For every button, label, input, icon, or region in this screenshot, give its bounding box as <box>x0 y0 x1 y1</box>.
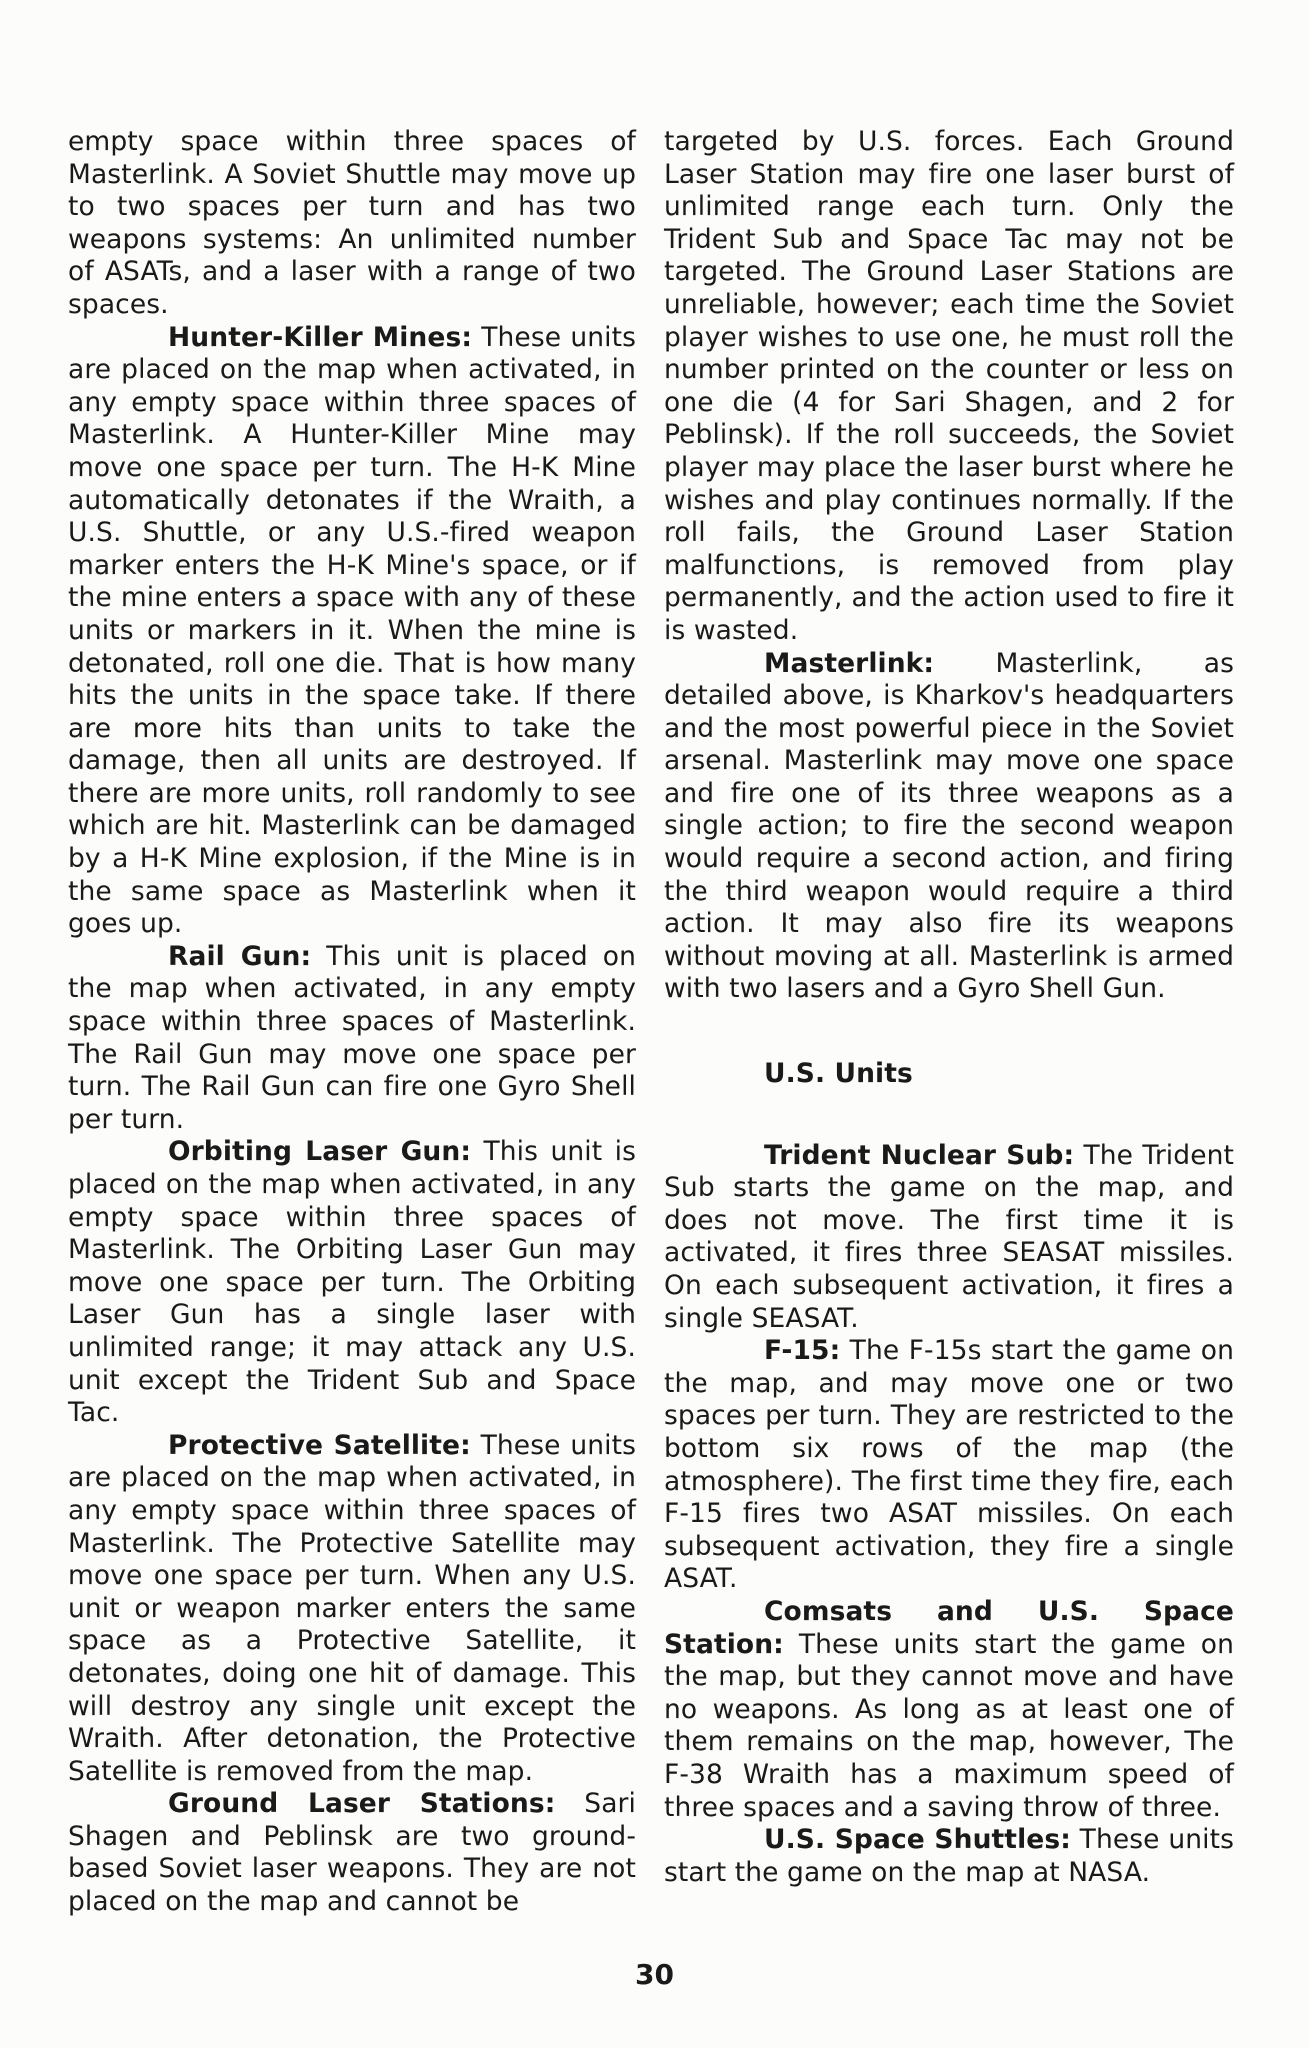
term-f-15: F-15: <box>764 1335 841 1367</box>
term-ground-laser-stations: Ground Laser Stations: <box>168 1788 556 1820</box>
paragraph-ground-laser-stations <box>68 1788 636 1918</box>
paragraph-comsats-space-station <box>664 1596 1234 1824</box>
term-rail-gun: Rail Gun: <box>168 940 312 972</box>
page-number: 30 <box>635 1958 674 1991</box>
paragraph-text: This unit is placed on the map when activated, in any empty space within three spaces of Masterlink. The Rail Gun may move one space per turn. The Rail Gun can fire one Gyro Shell per turn. <box>68 940 636 1135</box>
paragraph-soviet-shuttle-cont <box>68 126 636 322</box>
paragraph-rail-gun <box>68 941 636 1137</box>
paragraph-f-15 <box>664 1335 1234 1596</box>
term-hunter-killer-mines: Hunter-Killer Mines: <box>168 321 473 353</box>
term-trident-nuclear-sub: Trident Nuclear Sub: <box>764 1139 1075 1171</box>
term-masterlink: Masterlink: <box>764 647 935 679</box>
paragraph-text: This unit is placed on the map when activated, in any empty space within three spaces of Masterlink. The Orbiting Laser Gun may move one space per turn. The Orbiting Laser Gun has a single laser with unlimited range; it may attack any U.S. unit except the Trident Sub and Space Tac. <box>68 1136 636 1429</box>
paragraph-masterlink <box>664 648 1234 1007</box>
paragraph-hunter-killer-mines <box>68 322 636 941</box>
paragraph-orbiting-laser-gun <box>68 1136 636 1429</box>
paragraph-text: Masterlink, as detailed above, is Kharkov's headquarters and the most powerful piece in the Soviet arsenal. Masterlink may move one space and fire one of its three weapons as a single action; to fire the second weapon would require a second action, and firing the third weapon would require a third action. It may also fire its weapons without moving at all. Masterlink is armed with two lasers and a Gyro Shell Gun. <box>664 647 1234 1005</box>
term-protective-satellite: Protective Satellite: <box>168 1429 471 1461</box>
paragraph-ground-laser-stations-cont <box>664 126 1234 648</box>
left-column <box>68 126 636 1919</box>
paragraph-protective-satellite <box>68 1430 636 1789</box>
paragraph-text: targeted by U.S. forces. Each Ground Laser Station may fire one laser burst of unlimited range each turn. Only the Trident Sub and Space Tac may not be targeted. The Ground Laser Stations are unreliable, however; each time the Soviet player wishes to use one, he must roll the number printed on the counter or less on one die (4 for Sari Shagen, and 2 for Peblinsk). If the roll succeeds, the Soviet player may place the laser burst where he wishes and play continues normally. If the roll fails, the Ground Laser Station malfunctions, is removed from play permanently, and the action used to fire it is wasted. <box>664 126 1234 646</box>
term-comsats-space-station: Comsats and U.S. Space Station: <box>664 1595 1234 1660</box>
paragraph-text: These units start the game on the map at NASA. <box>664 1824 1235 1888</box>
paragraph-text: The Trident Sub starts the game on the map, and does not move. The first time it is activated, it fires three SEASAT missiles. On each subsequent activation, it fires a single SEASAT. <box>664 1139 1234 1334</box>
paragraph-text: These units are placed on the map when activated, in any empty space within three spaces of Masterlink. A Hunter-Killer Mine may move one space per turn. The H-K Mine automatically detonates if the Wraith, a U.S. Shuttle, or any U.S.-fired weapon marker enters the H-K Mine's space, or if the mine enters a space with any of these units or markers in it. When the mine is detonated, roll one die. That is how many hits the units in the space take. If there are more hits than units to take the damage, then all units are destroyed. If there are more units, roll randomly to see which are hit. Masterlink can be damaged by a H-K Mine explosion, if the Mine is in the same space as Masterlink when it goes up. <box>68 321 636 940</box>
term-us-space-shuttles: U.S. Space Shuttles: <box>764 1824 1071 1856</box>
paragraph-text: These units start the game on the map, but they cannot move and have no weapons. As long as at least one of them remains on the map, however, The F-38 Wraith has a maximum speed of three spaces and a saving throw of three. <box>664 1628 1234 1823</box>
paragraph-trident-nuclear-sub <box>664 1140 1234 1336</box>
paragraph-text: Sari Shagen and Peblinsk are two ground-based Soviet laser weapons. They are not placed on the map and cannot be <box>68 1788 636 1918</box>
paragraph-text: These units are placed on the map when activated, in any empty space within three spaces of Masterlink. The Protective Satellite may move one space per turn. When any U.S. unit or weapon marker enters the same space as a Protective Satellite, it detonates, doing one hit of damage. This will destroy any single unit except the Wraith. After detonation, the Protective Satellite is removed from the map. <box>68 1429 636 1787</box>
paragraph-text: The F-15s start the game on the map, and may move one or two spaces per turn. They are restricted to the bottom six rows of the map (the atmosphere). The first time they fire, each F-15 fires two ASAT missiles. On each subsequent activation, they fire a single ASAT. <box>664 1335 1234 1595</box>
paragraph-text: empty space within three spaces of Masterlink. A Soviet Shuttle may move up to two spaces per turn and has two weapons systems: An unlimited number of ASATs, and a laser with a range of two spaces. <box>68 126 636 320</box>
right-column <box>664 126 1234 1889</box>
section-heading-us-units: U.S. Units <box>764 1058 913 1090</box>
paragraph-us-space-shuttles <box>664 1824 1234 1889</box>
term-orbiting-laser-gun: Orbiting Laser Gun: <box>168 1136 472 1168</box>
